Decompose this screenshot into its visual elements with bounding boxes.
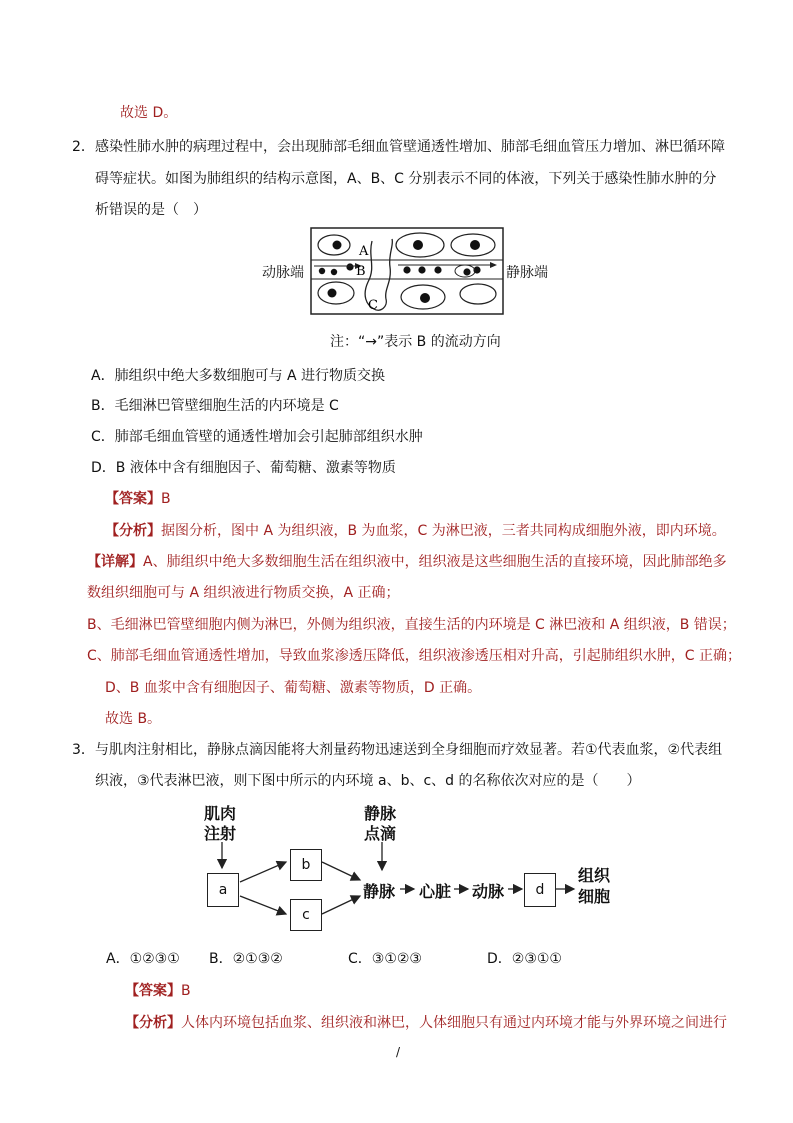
- q3-stem-line1: 与肌肉注射相比，静脉点滴因能将大剂量药物迅速送到全身细胞而疗效显著。若①代表血浆，②代表组: [95, 742, 723, 758]
- label-a: A: [359, 244, 369, 259]
- q2-analysis-text: 据图分析，图中 A 为组织液，B 为血浆，C 为淋巴液，三者共同构成细胞外液，即内环境。: [161, 523, 726, 539]
- tissue-label-1: 组织: [578, 866, 611, 885]
- q3-option-c: C．③①②③: [348, 951, 422, 967]
- q3-answer-value: B: [181, 983, 191, 999]
- q3-analysis: [125, 1014, 727, 1032]
- inject-label-1: 肌肉: [204, 804, 237, 823]
- inject-label-2: 注射: [204, 824, 237, 843]
- venous-end-label: 静脉端: [506, 265, 548, 281]
- q2-stem-line1: 感染性肺水肿的病理过程中，会出现肺部毛细血管壁通透性增加、肺部毛细血管压力增加、淋巴循环障: [95, 139, 725, 155]
- q3-number: 3．: [72, 742, 95, 758]
- q2-answer: [105, 490, 171, 508]
- q2-option-c: C．肺部毛细血管壁的通透性增加会引起肺部组织水肿: [91, 429, 423, 445]
- box-a: a: [207, 873, 239, 907]
- q2-option-d: D．B 液体中含有细胞因子、葡萄糖、激素等物质: [91, 460, 396, 476]
- q2-analysis-tag: 【分析】: [105, 523, 161, 539]
- q2-detail-line5: D、B 血浆中含有细胞因子、葡萄糖、激素等物质，D 正确。: [105, 680, 482, 696]
- q3-analysis-tag: 【分析】: [125, 1015, 181, 1031]
- page-number: /: [396, 1045, 401, 1059]
- box-b: b: [290, 849, 322, 881]
- q2-conclusion: 故选 B。: [105, 711, 162, 727]
- tissue-label-2: 细胞: [578, 887, 611, 906]
- q2-number: 2．: [72, 139, 95, 155]
- figure-note: 注：“→”表示 B 的流动方向: [330, 334, 501, 350]
- artery-label: 动脉: [472, 882, 505, 901]
- prev-conclusion: 故选 D。: [120, 105, 178, 121]
- q3-analysis-text: 人体内环境包括血浆、组织液和淋巴，人体细胞只有通过内环境才能与外界环境之间进行: [181, 1015, 727, 1031]
- box-c: c: [290, 899, 322, 931]
- drip-label-2: 点滴: [364, 824, 397, 843]
- q2-stem-line3: 析错误的是（ ）: [95, 202, 207, 218]
- lung-tissue-diagram: [310, 227, 504, 315]
- q2-detail-line3: B、毛细淋巴管壁细胞内侧为淋巴，外侧为组织液，直接生活的内环境是 C 淋巴液和 A 组织液，B 错误；: [87, 617, 736, 633]
- label-b: B: [356, 264, 366, 279]
- q2-detail-line4: C、肺部毛细血管通透性增加，导致血浆渗透压降低，组织液渗透压相对升高，引起肺组织水肿，C 正确；: [87, 648, 741, 664]
- q2-detail-tag: 【详解】: [87, 554, 143, 570]
- q2-option-a: A．肺组织中绝大多数细胞可与 A 进行物质交换: [91, 368, 386, 384]
- arterial-end-label: 动脉端: [262, 265, 304, 281]
- q2-answer-value: B: [161, 491, 171, 507]
- q2-detail-line2: 数组织细胞可与 A 组织液进行物质交换，A 正确；: [87, 585, 400, 601]
- q3-option-d: D．②③①①: [487, 951, 562, 967]
- heart-label: 心脏: [419, 882, 452, 901]
- box-d: d: [524, 873, 556, 907]
- q2-detail-line1: A、肺组织中绝大多数细胞生活在组织液中，组织液是这些细胞生活的直接环境，因此肺部绝多: [143, 554, 727, 570]
- q2-detail: [87, 553, 727, 571]
- q3-answer: [125, 982, 191, 1000]
- drip-label-1: 静脉: [364, 804, 397, 823]
- q3-option-a: A．①②③①: [106, 951, 180, 967]
- q2-analysis: [105, 522, 726, 540]
- q3-stem-line2: 织液，③代表淋巴液，则下图中所示的内环境 a、b、c、d 的名称依次对应的是（ ）: [95, 773, 641, 789]
- q3-answer-tag: 【答案】: [125, 983, 181, 999]
- q2-option-b: B．毛细淋巴管壁细胞生活的内环境是 C: [91, 398, 339, 414]
- label-c: C: [368, 298, 378, 313]
- vein-label: 静脉: [363, 882, 396, 901]
- q3-option-b: B．②①③②: [209, 951, 283, 967]
- q2-stem-line2: 碍等症状。如图为肺组织的结构示意图，A、B、C 分别表示不同的体液，下列关于感染性肺水肿的分: [95, 171, 717, 187]
- q2-answer-tag: 【答案】: [105, 491, 161, 507]
